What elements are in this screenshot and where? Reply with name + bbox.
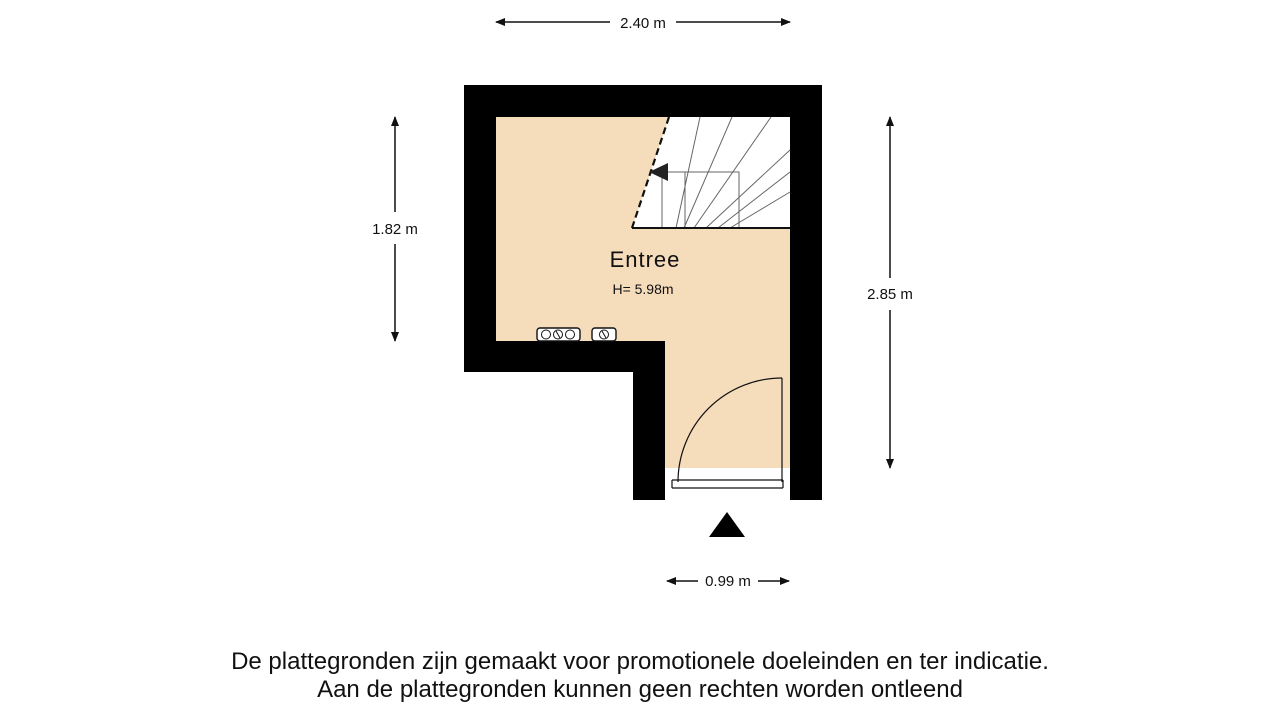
entrance-arrow-icon — [709, 512, 745, 537]
dimension-right-label: 2.85 m — [867, 286, 913, 303]
room-name: Entree — [609, 247, 681, 272]
disclaimer-line-1: De plattegronden zijn gemaakt voor promotionele doeleinden en ter indicatie. — [231, 648, 1049, 675]
dimension-door-label: 0.99 m — [705, 573, 751, 590]
power-outlet-icon — [592, 328, 616, 341]
dimension-left-label: 1.82 m — [372, 221, 418, 238]
power-outlet-icon — [537, 328, 580, 341]
room-height: H= 5.98m — [612, 281, 674, 297]
dimension-top-label: 2.40 m — [620, 15, 666, 32]
door-opening — [665, 468, 790, 500]
disclaimer-line-2: Aan de plattegronden kunnen geen rechten worden ontleend — [317, 676, 963, 703]
